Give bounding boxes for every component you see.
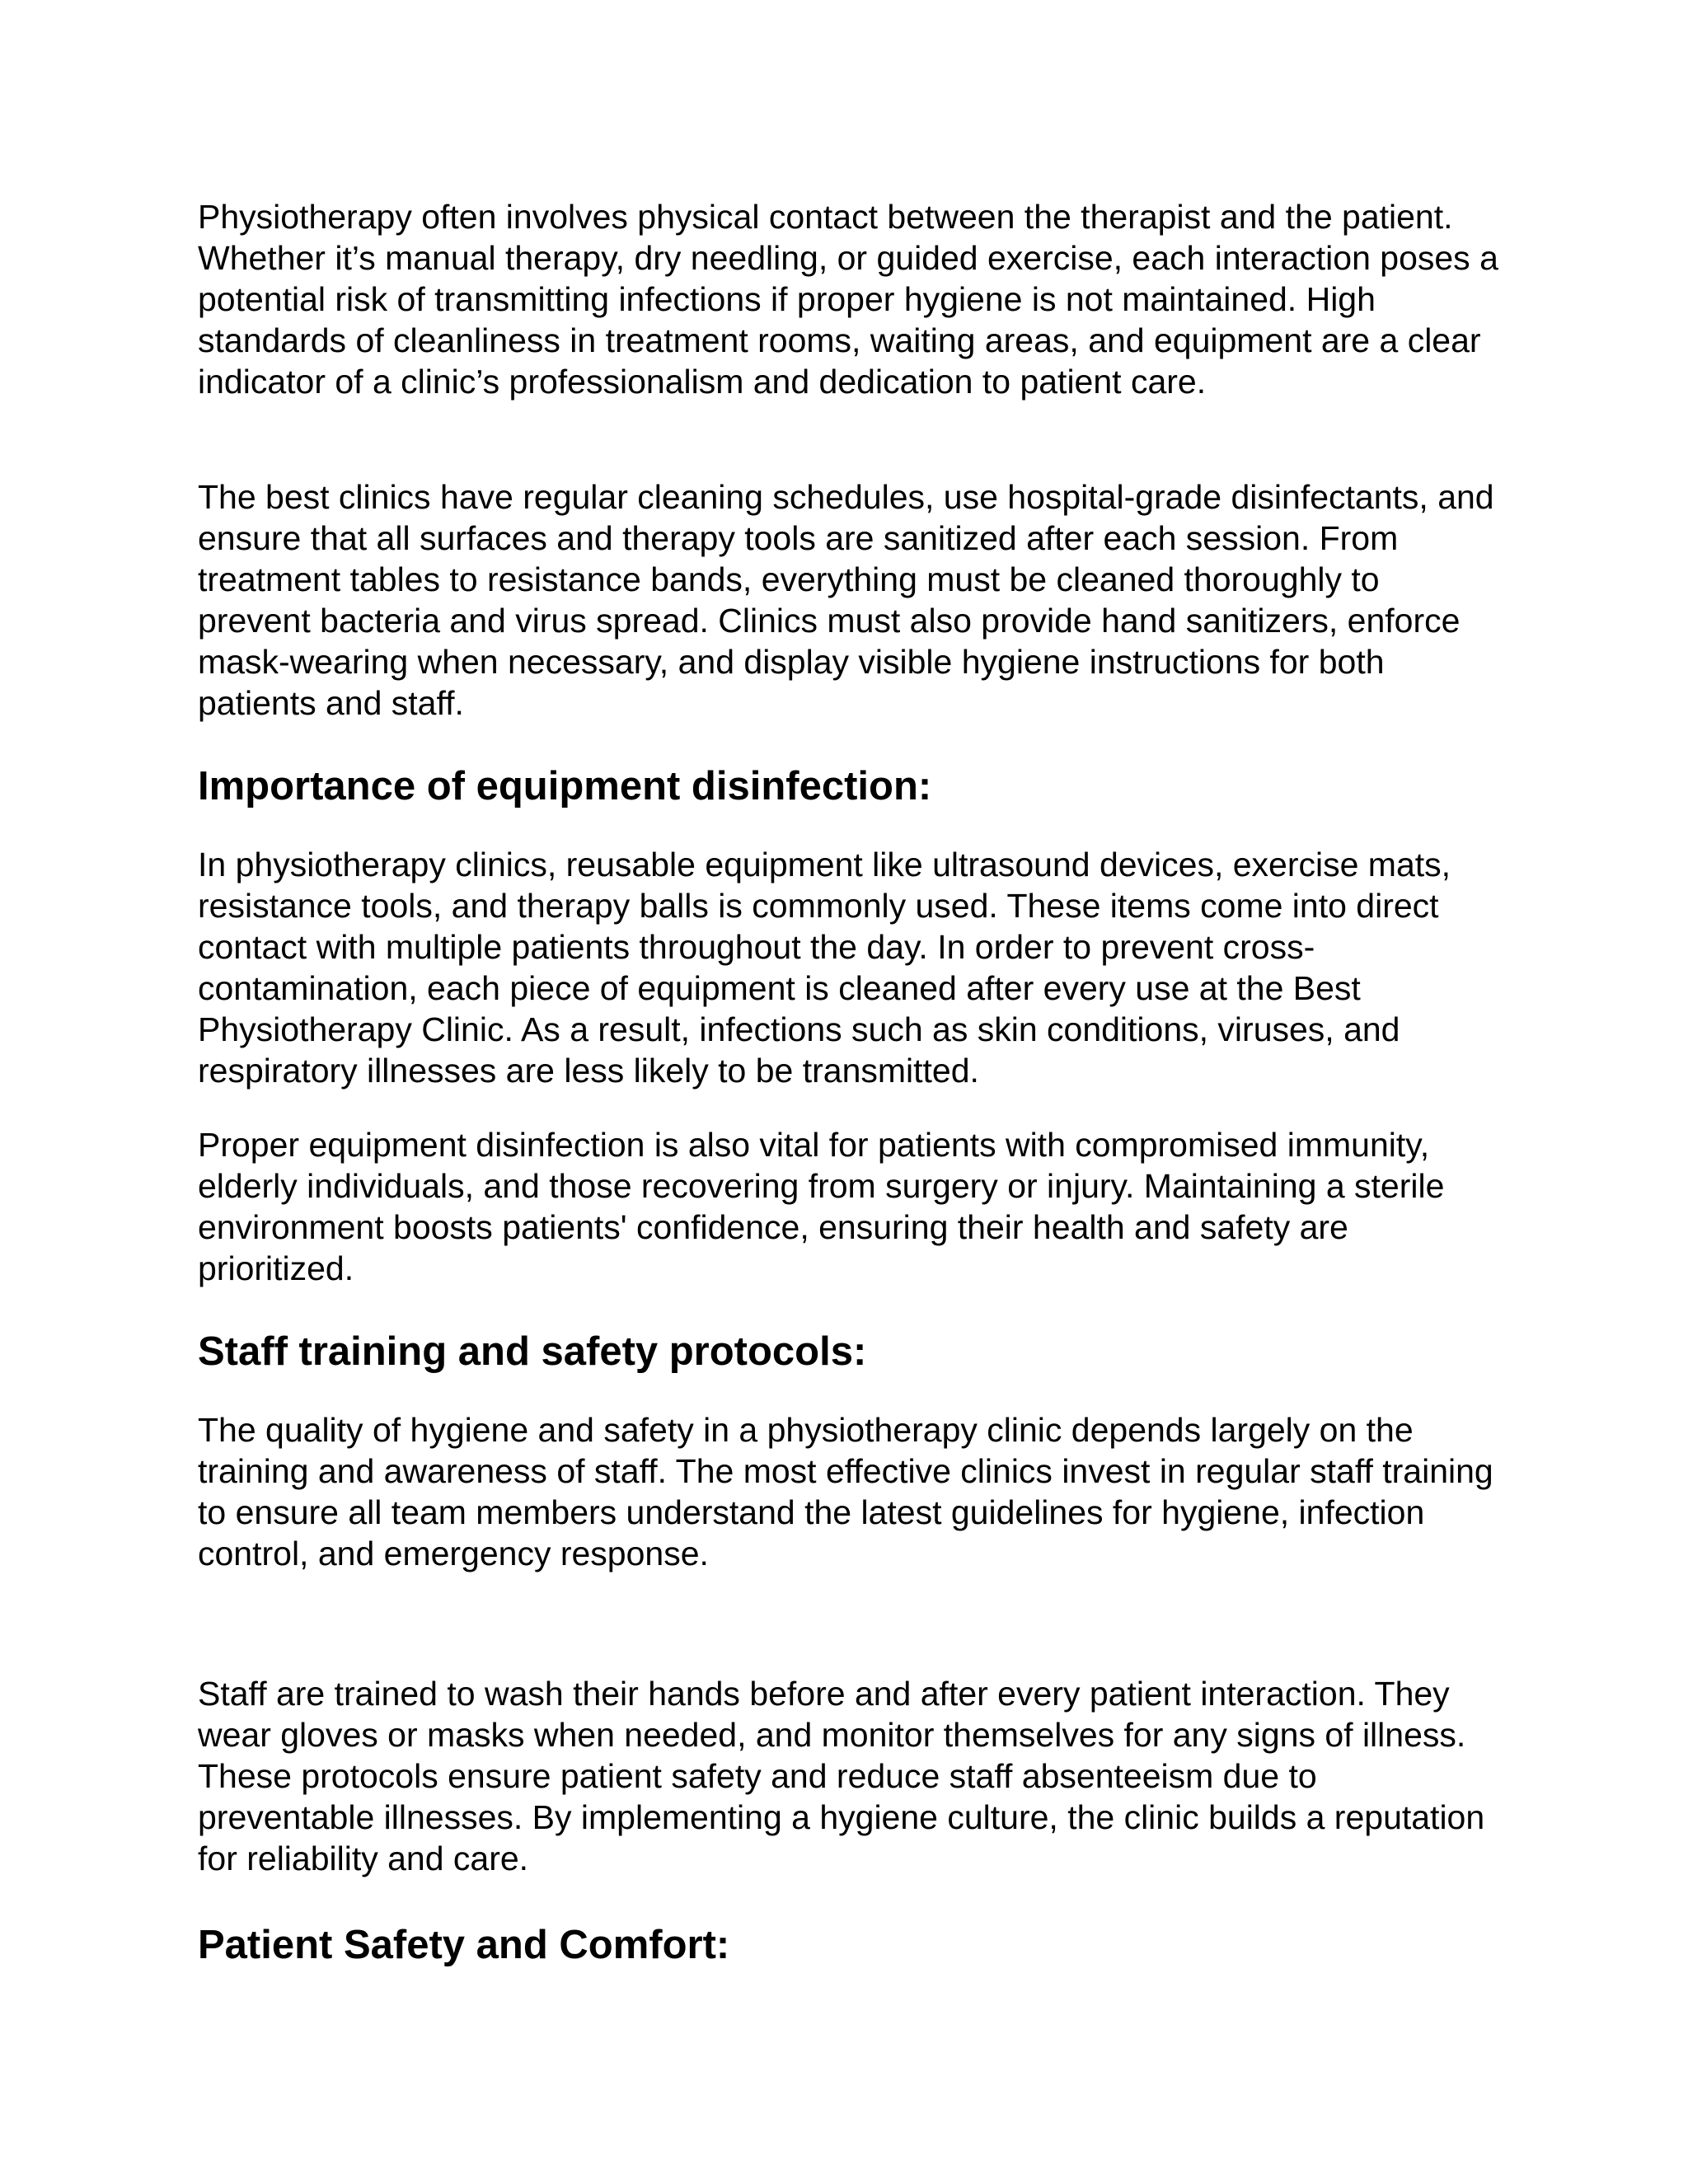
- heading-staff-training: Staff training and safety protocols:: [198, 1329, 867, 1374]
- heading-patient-safety: Patient Safety and Comfort:: [198, 1923, 730, 1967]
- paragraph-disinfection-importance: Proper equipment disinfection is also vital for patients with compromised immunity, elderly individuals, and those recovering from surgery or injury. Maintaining a sterile environment boosts patients' confidence, ensuring their health and safety are prioritized.: [198, 1126, 1445, 1287]
- paragraph-hygiene-intro: Physiotherapy often involves physical contact between the therapist and the patient. Whether it’s manual therapy, dry needling, or guided exercise, each interaction poses a potential risk of transmitting infections if proper hygiene is not maintained. High standards of cleanliness in treatment rooms, waiting areas, and equipment are a clear indicator of a clinic’s professionalism and dedication to patient care.: [198, 198, 1498, 401]
- paragraph-staff-protocols: Staff are trained to wash their hands before and after every patient interaction. They wear gloves or masks when needed, and monitor themselves for any signs of illness. These protocols ensure patient safety and reduce staff absenteeism due to preventable illnesses. By implementing a hygiene culture, the clinic builds a reputation for reliability and care.: [198, 1675, 1485, 1877]
- paragraph-cleaning-schedules: The best clinics have regular cleaning schedules, use hospital-grade disinfectants, and ensure that all surfaces and therapy tools are sanitized after each session. From treatment tables to resistance bands, everything must be cleaned thoroughly to prevent bacteria and virus spread. Clinics must also provide hand sanitizers, enforce mask-wearing when necessary, and display visible hygiene instructions for both patients and staff.: [198, 478, 1494, 722]
- heading-equipment-disinfection: Importance of equipment disinfection:: [198, 764, 932, 808]
- paragraph-staff-awareness: The quality of hygiene and safety in a physiotherapy clinic depends largely on the training and awareness of staff. The most effective clinics invest in regular staff training to ensure all team members understand the latest guidelines for hygiene, infection control, and emergency response.: [198, 1411, 1493, 1572]
- paragraph-reusable-equipment: In physiotherapy clinics, reusable equipment like ultrasound devices, exercise mats, resistance tools, and therapy balls is commonly used. These items come into direct contact with multiple patients throughout the day. In order to prevent cross-contamination, each piece of equipment is cleaned after every use at the Best Physiotherapy Clinic. As a result, infections such as skin conditions, viruses, and respiratory illnesses are less likely to be transmitted.: [198, 846, 1451, 1090]
